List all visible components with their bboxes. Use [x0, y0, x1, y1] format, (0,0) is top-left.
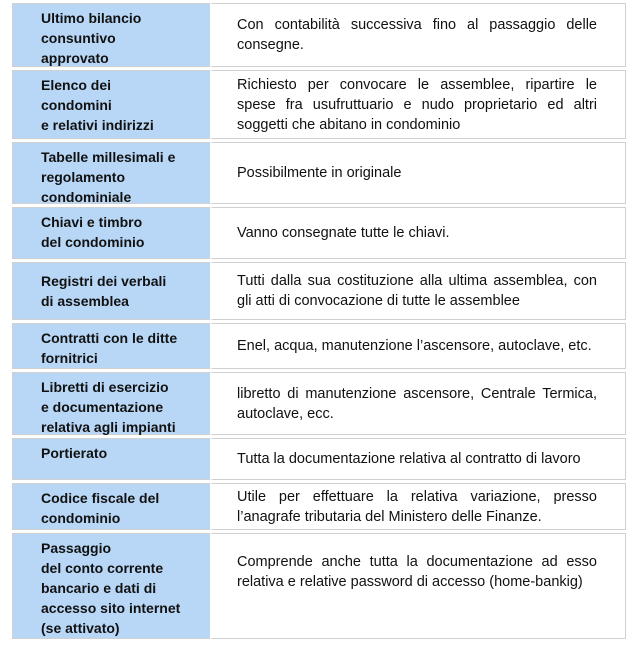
table-row [12, 323, 626, 369]
item-label: Elenco dei condomini e relativi indirizzi [41, 77, 154, 133]
item-cell [12, 438, 210, 480]
item-note: Utile per effettuare la relativa variazione, presso l’anagrafe tributaria del Ministero delle Finanze. [237, 488, 597, 525]
item-label: Portierato [41, 445, 108, 461]
table-row [12, 438, 626, 480]
note-cell [210, 323, 626, 369]
item-cell [12, 262, 210, 320]
item-note: Comprende anche tutta la documentazione ad esso relativa e relative password di accesso (home-bankig) [237, 554, 597, 590]
note-cell [210, 438, 626, 480]
item-label: Chiavi e timbro del condominio [41, 214, 145, 250]
note-cell [210, 372, 626, 435]
item-note: Enel, acqua, manutenzione l’ascensore, autoclave, etc. [237, 338, 592, 354]
note-cell [210, 70, 626, 139]
table-row [12, 533, 626, 639]
item-label: Registri dei verbali di assemblea [41, 273, 167, 309]
document-table [12, 3, 626, 639]
note-cell [210, 207, 626, 259]
item-cell [12, 207, 210, 259]
item-label: Tabelle millesimali e regolamento condominiale [41, 149, 176, 205]
item-cell [12, 3, 210, 67]
item-label: Passaggio del conto corrente bancario e dati di accesso sito internet (se attivato) [41, 540, 181, 636]
item-note: Tutti dalla sua costituzione alla ultima assemblea, con gli atti di convocazione di tutte le assemblee [237, 273, 597, 309]
note-cell [210, 142, 626, 204]
item-cell [12, 142, 210, 204]
note-cell [210, 3, 626, 67]
table-row [12, 483, 626, 530]
item-label: Contratti con le ditte fornitrici [41, 330, 178, 366]
item-cell [12, 483, 210, 530]
item-note: libretto di manutenzione ascensore, Centrale Termica, autoclave, ecc. [237, 385, 597, 422]
item-cell [12, 372, 210, 435]
table-row [12, 262, 626, 320]
table-row [12, 207, 626, 259]
item-note: Con contabilità successiva fino al passaggio delle consegne. [237, 17, 597, 53]
item-note: Vanno consegnate tutte le chiavi. [237, 225, 450, 241]
table-row [12, 3, 626, 67]
item-note: Possibilmente in originale [237, 165, 402, 181]
item-note: Tutta la documentazione relativa al contratto di lavoro [237, 451, 581, 467]
item-label: Codice fiscale del condominio [41, 490, 160, 526]
item-cell [12, 323, 210, 369]
note-cell [210, 483, 626, 530]
table-row [12, 70, 626, 139]
item-cell [12, 533, 210, 639]
table-row [12, 142, 626, 204]
item-label: Ultimo bilancio consuntivo approvato [41, 10, 142, 66]
item-note: Richiesto per convocare le assemblee, ripartire le spese fra usufruttuario e nudo proprietario ed altri soggetti che abitano in condominio [237, 76, 597, 133]
note-cell [210, 262, 626, 320]
table-row [12, 372, 626, 435]
note-cell [210, 533, 626, 639]
item-cell [12, 70, 210, 139]
item-label: Libretti di esercizio e documentazione relativa agli impianti [41, 379, 176, 435]
